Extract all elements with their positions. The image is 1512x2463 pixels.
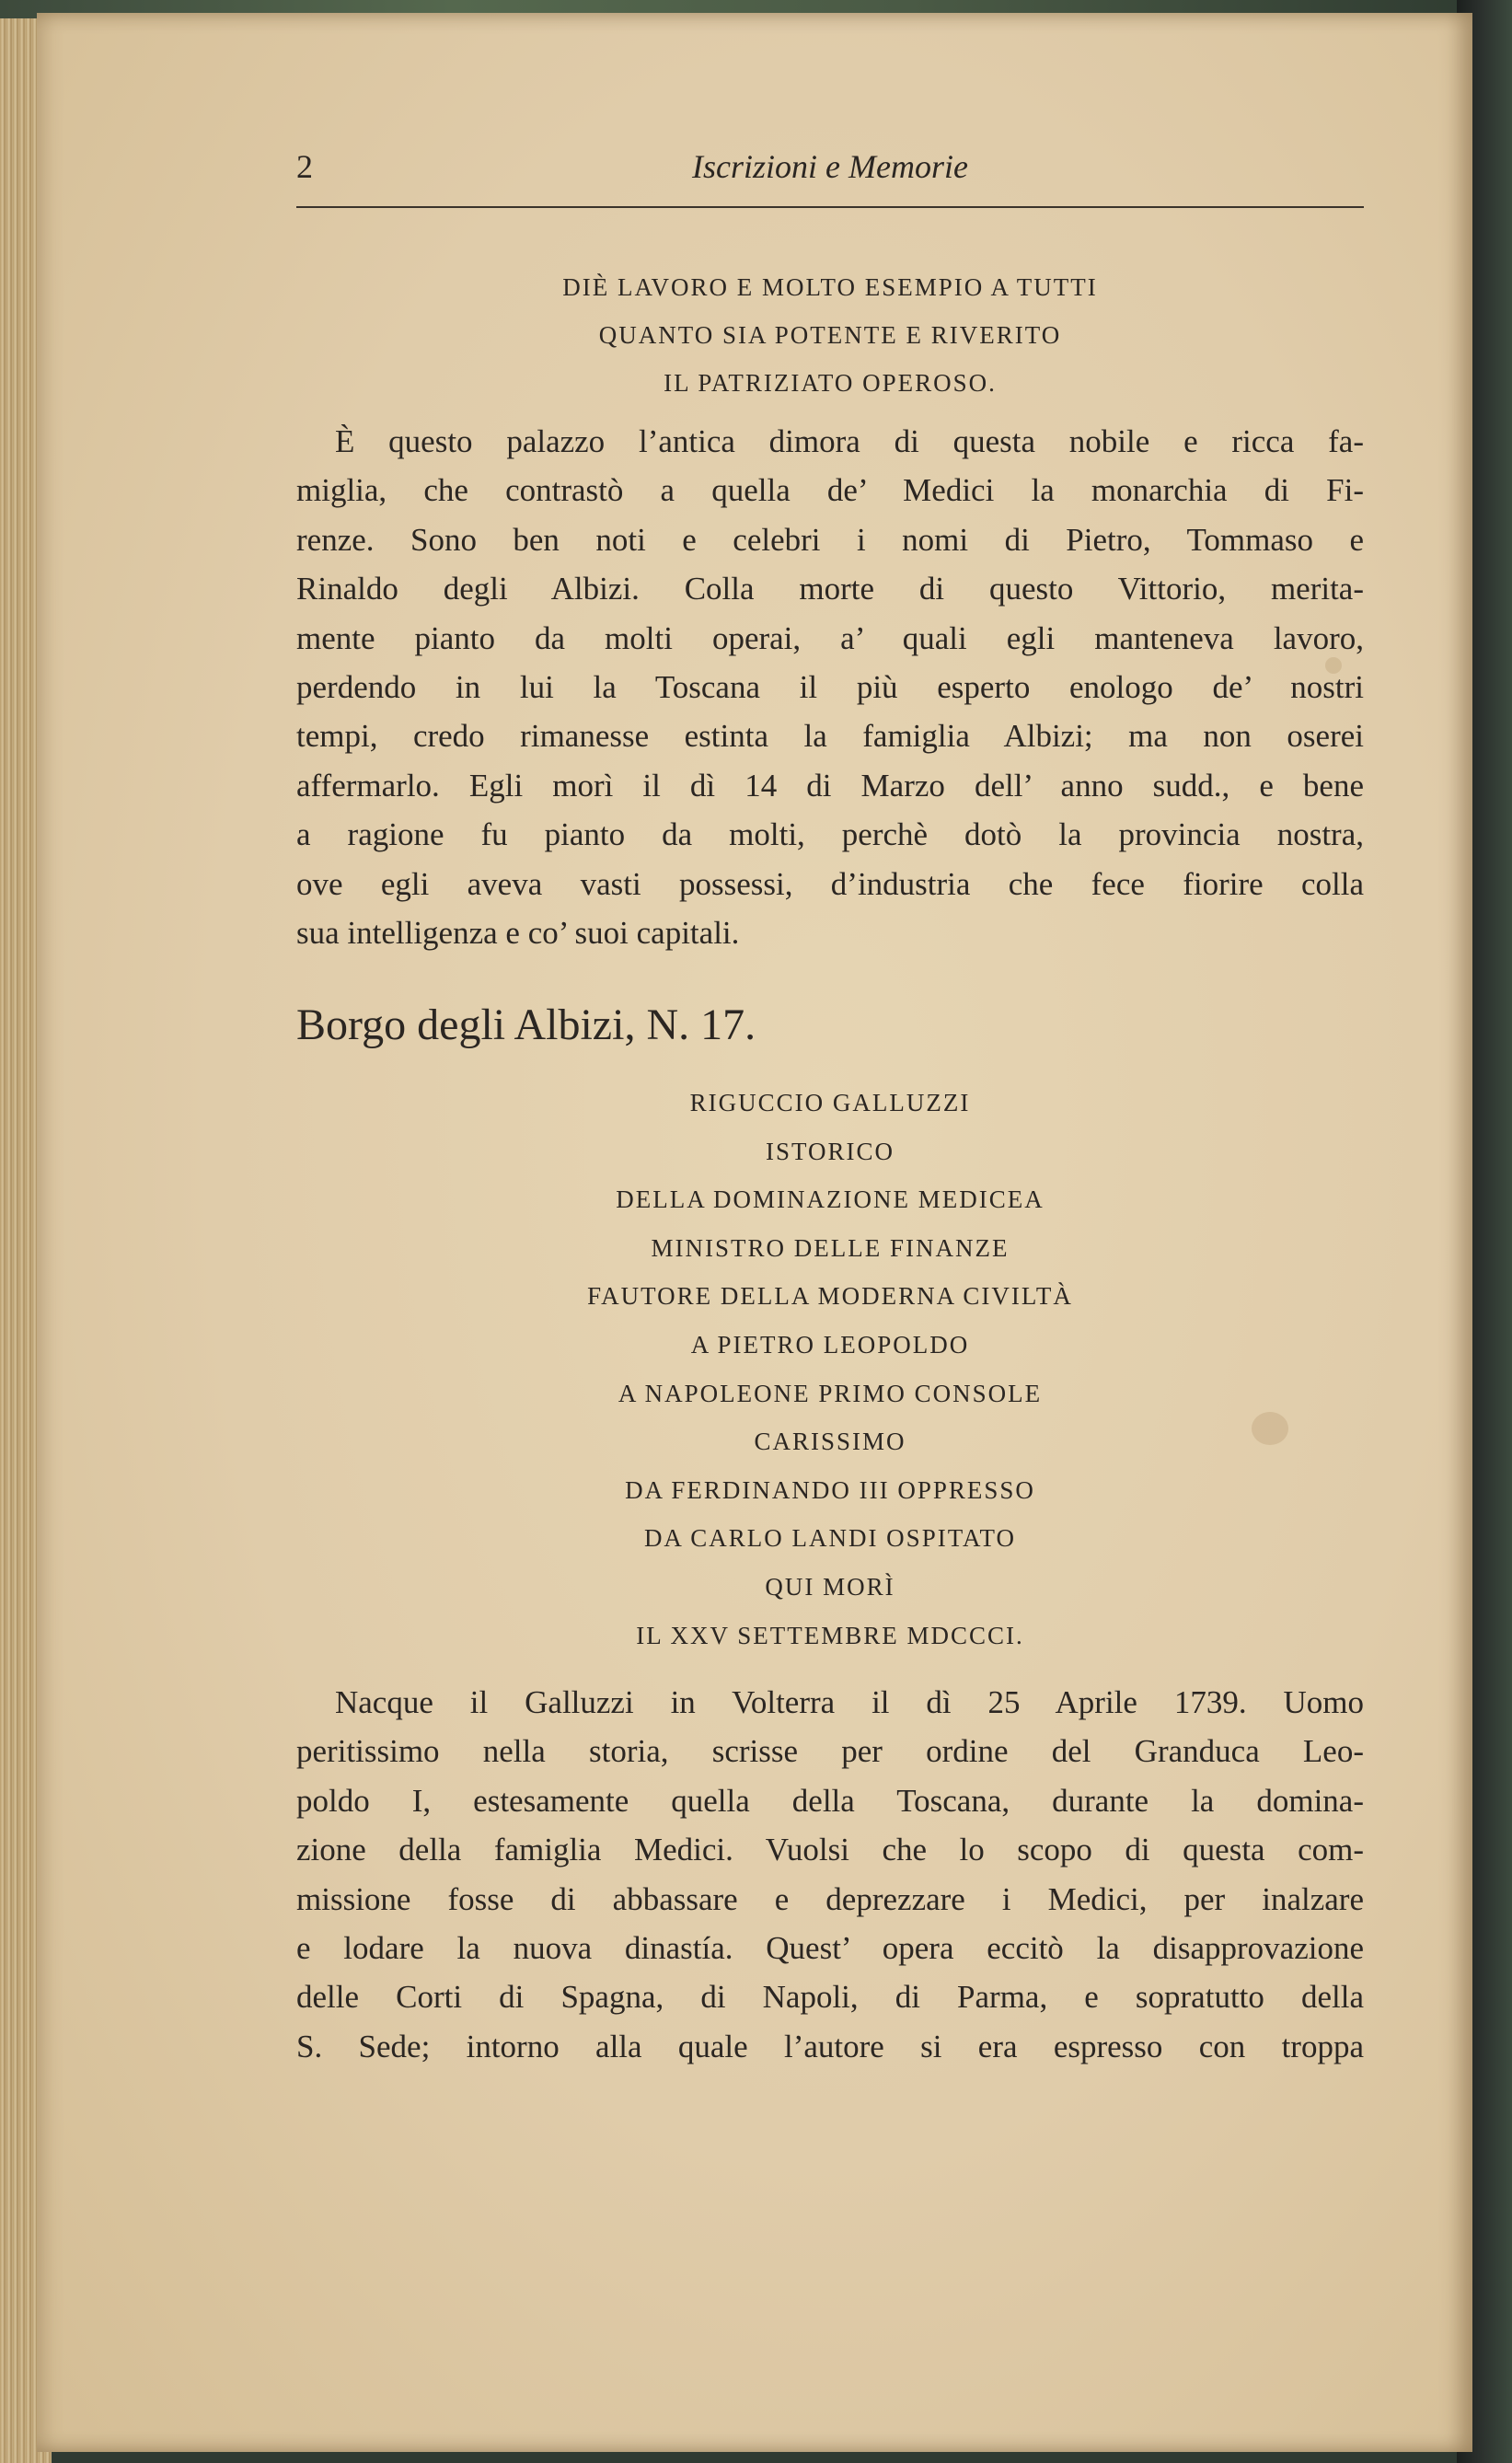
inscription-line: DELLA DOMINAZIONE MEDICEA <box>616 1185 1045 1214</box>
inscription-line: DA FERDINANDO III OPPRESSO <box>625 1475 1035 1504</box>
text-line: È questo palazzo l’antica dimora di questa nobile e ricca fa- <box>335 423 1364 459</box>
inscription-line: DIÈ LAVORO E MOLTO ESEMPIO A TUTTI <box>562 273 1098 301</box>
text-line: renze. Sono ben noti e celebri i nomi di Pietro, Tommaso e <box>296 521 1364 558</box>
paragraph-galluzzi <box>296 1678 1364 2071</box>
text-line: sua intelligenza e co’ suoi capitali. <box>296 915 740 952</box>
text-line: zione della famiglia Medici. Vuolsi che lo scopo di questa com- <box>296 1832 1364 1868</box>
text-line: ove egli aveva vasti possessi, d’industria che fece fiorire colla <box>296 865 1364 902</box>
text-line: missione fosse di abbassare e deprezzare i Medici, per inalzare <box>296 1880 1364 1917</box>
inscription-line: A NAPOLEONE PRIMO CONSOLE <box>617 1379 1043 1407</box>
text-line: perdendo in lui la Toscana il più esperto enologo de’ nostri <box>296 669 1364 706</box>
text-line: miglia, che contrastò a quella de’ Medici la monarchia di Fi- <box>296 472 1364 509</box>
inscription-galluzzi <box>296 1079 1364 1659</box>
text-line: Rinaldo degli Albizi. Colla morte di questo Vittorio, merita- <box>296 571 1364 607</box>
inscription-line: IL XXV SETTEMBRE MDCCCI. <box>636 1621 1024 1649</box>
inscription-line: IL PATRIZIATO OPEROSO. <box>664 369 997 397</box>
inscription-line: QUANTO SIA POTENTE E RIVERITO <box>598 321 1062 349</box>
text-line: affermarlo. Egli morì il dì 14 di Marzo dell’ anno sudd., e bene <box>296 767 1364 804</box>
text-line: a ragione fu pianto da molti, perchè dotò la provincia nostra, <box>296 816 1364 853</box>
text-line: poldo I, estesamente quella della Toscana, durante la domina- <box>296 1782 1364 1819</box>
text-line: delle Corti di Spagna, di Napoli, di Parma, e sopratutto della <box>296 1979 1364 2016</box>
text-line: Nacque il Galluzzi in Volterra il dì 25 Aprile 1739. Uomo <box>335 1684 1364 1720</box>
page-header <box>296 147 1364 202</box>
header-rule <box>296 206 1364 208</box>
text-line: tempi, credo rimanesse estinta la famiglia Albizi; ma non oserei <box>296 718 1364 755</box>
inscription-line: MINISTRO DELLE FINANZE <box>651 1233 1010 1262</box>
text-line: e lodare la nuova dinastía. Quest’ opera eccitò la disapprovazione <box>296 1930 1364 1967</box>
text-line: peritissimo nella storia, scrisse per ordine del Granduca Leo- <box>296 1733 1364 1770</box>
inscription-line: DA CARLO LANDI OSPITATO <box>643 1524 1017 1553</box>
page-number: 2 <box>296 148 313 185</box>
inscription-line: CARISSIMO <box>754 1428 906 1456</box>
inscription-line: RIGUCCIO GALLUZZI <box>689 1089 971 1116</box>
inscription-line: A PIETRO LEOPOLDO <box>690 1330 970 1359</box>
section-heading: Borgo degli Albizi, N. 17. <box>296 1000 756 1049</box>
inscription-line: FAUTORE DELLA MODERNA CIVILTÀ <box>587 1282 1073 1311</box>
paragraph-albizi <box>296 417 1364 957</box>
text-line: S. Sede; intorno alla quale l’autore si era espresso con troppa <box>296 2028 1364 2064</box>
running-title: Iscrizioni e Memorie <box>692 148 968 185</box>
inscription-albizi <box>296 263 1364 407</box>
inscription-line: QUI MORÌ <box>765 1572 895 1601</box>
inscription-line: ISTORICO <box>765 1137 895 1165</box>
text-line: mente pianto da molti operai, a’ quali egli manteneva lavoro, <box>296 619 1364 656</box>
